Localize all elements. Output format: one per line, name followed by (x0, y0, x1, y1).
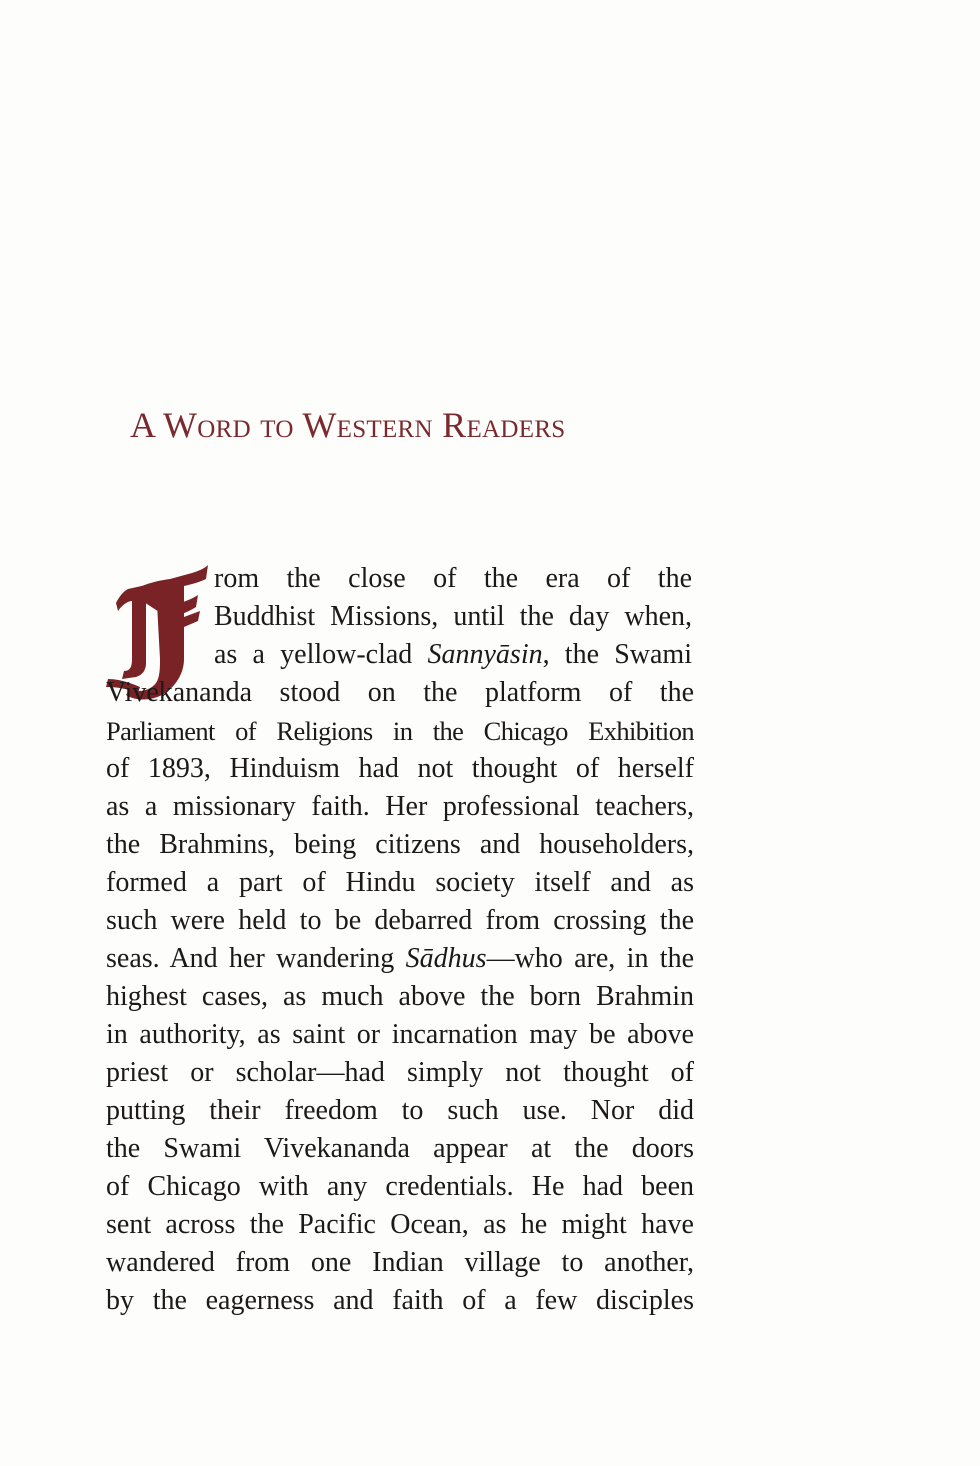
text-line: the Brahmins, being citizens and householders, (106, 829, 694, 860)
text-line: rom the close of the era of the (214, 563, 692, 594)
text-line: wandered from one Indian village to another, (106, 1247, 694, 1278)
text-line: by the eagerness and faith of a few disciples (106, 1285, 694, 1316)
text-line: such were held to be debarred from crossing the (106, 905, 694, 936)
text-line: Parliament of Religions in the Chicago Exhibition (106, 716, 694, 746)
text-line: of Chicago with any credentials. He had been (106, 1171, 694, 1202)
text-line: Vivekananda stood on the platform of the (106, 677, 694, 708)
chapter-title: A Word to Western Readers (130, 405, 566, 445)
text-line: as a yellow-clad Sannyāsin, the Swami (214, 639, 692, 670)
text-line: as a missionary faith. Her professional teachers, (106, 791, 694, 822)
text-line: highest cases, as much above the born Brahmin (106, 981, 694, 1012)
text-line: of 1893, Hinduism had not thought of herself (106, 753, 694, 784)
text-line: seas. And her wandering Sādhus—who are, in the (106, 943, 694, 974)
text-line: priest or scholar—had simply not thought of (106, 1057, 694, 1088)
text-line: formed a part of Hindu society itself and as (106, 867, 694, 898)
text-line: in authority, as saint or incarnation may be above (106, 1019, 694, 1050)
text-line: putting their freedom to such use. Nor did (106, 1095, 694, 1126)
text-line: Buddhist Missions, until the day when, (214, 601, 692, 632)
text-line: the Swami Vivekananda appear at the doors (106, 1133, 694, 1164)
text-line: sent across the Pacific Ocean, as he might have (106, 1209, 694, 1240)
